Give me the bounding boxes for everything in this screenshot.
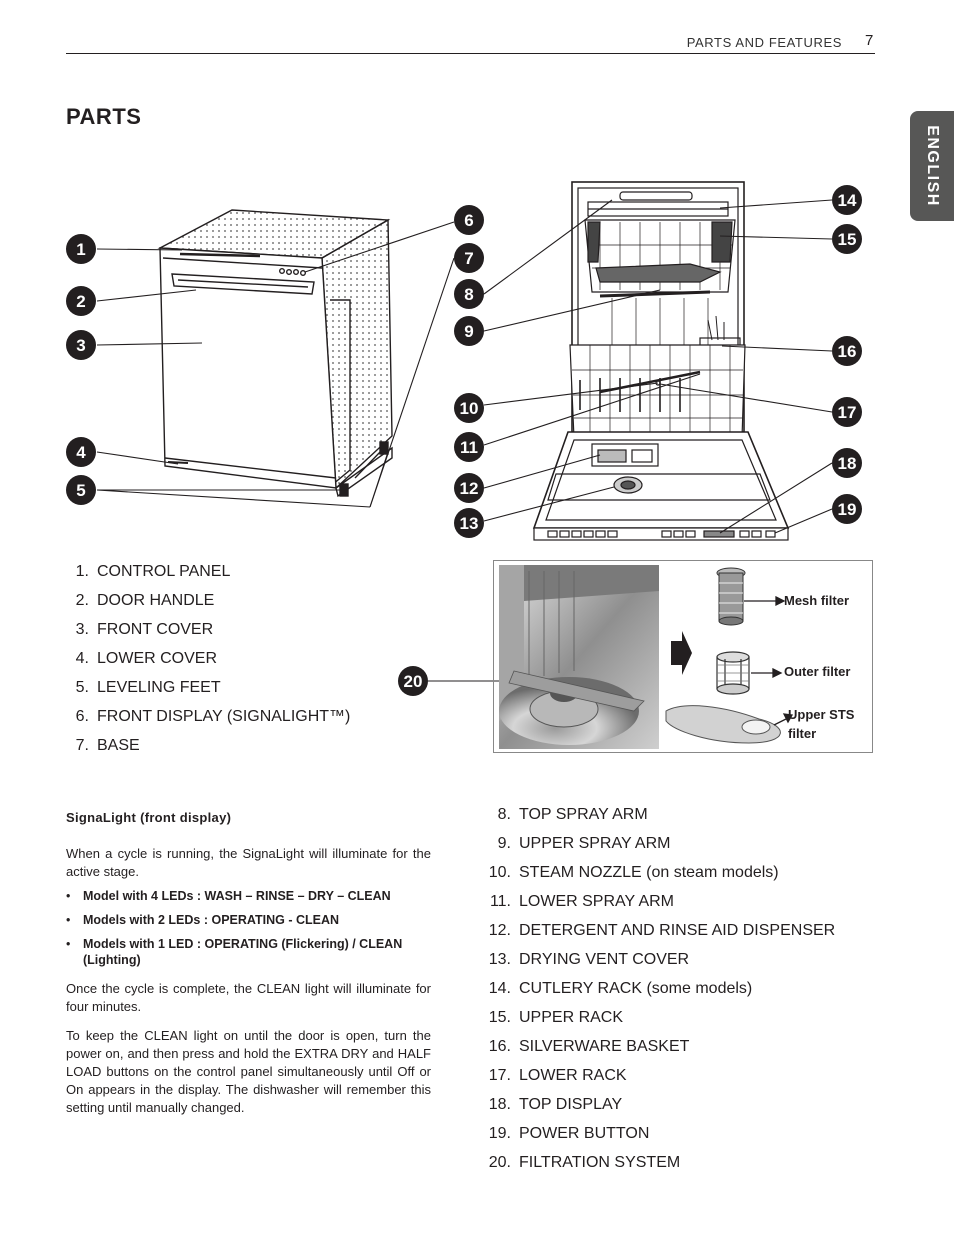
upper-sts-filter-label-line2: filter [788, 726, 817, 741]
callout-number: 10 [459, 399, 479, 418]
callout-marker [66, 234, 96, 264]
parts-list-number: 12. [488, 922, 511, 939]
parts-list-label: UPPER RACK [519, 1009, 624, 1026]
parts-list-number: 5. [75, 679, 89, 696]
parts-list-number: 1. [75, 563, 89, 580]
callout-number: 4 [76, 443, 86, 462]
page-number: 7 [865, 32, 874, 49]
callout-marker [454, 393, 484, 423]
filtration-figure [493, 560, 873, 753]
outer-filter-label: Outer filter [784, 664, 851, 679]
parts-list-number: 3. [75, 621, 89, 638]
parts-list-label: CONTROL PANEL [97, 563, 231, 580]
parts-list-label: DETERGENT AND RINSE AID DISPENSER [519, 922, 836, 939]
parts-list-label: FILTRATION SYSTEM [519, 1154, 681, 1171]
parts-list-number: 19. [488, 1125, 511, 1142]
parts-list-number: 10. [488, 864, 511, 881]
parts-list-number: 4. [75, 650, 89, 667]
mesh-arrow-icon [776, 597, 784, 605]
callout-marker [832, 397, 862, 427]
parts-list-number: 11. [489, 893, 511, 910]
parts-list-label: LOWER RACK [519, 1067, 627, 1084]
callout-marker [454, 508, 484, 538]
parts-list-label: LOWER COVER [97, 650, 218, 667]
parts-list-number: 13. [488, 951, 511, 968]
parts-list-label: LEVELING FEET [97, 679, 221, 696]
callout-number: 7 [464, 249, 474, 268]
callout-number: 18 [837, 454, 857, 473]
parts-list-number: 18. [488, 1096, 511, 1113]
callout-marker [66, 475, 96, 505]
callout-marker [454, 432, 484, 462]
parts-list-number: 2. [75, 592, 89, 609]
parts-list-item [66, 650, 350, 679]
parts-list-label: BASE [97, 737, 140, 754]
callout-number: 16 [837, 342, 857, 361]
callout-marker [66, 437, 96, 467]
callout-number: 19 [837, 500, 857, 519]
keep-clean-light-text: To keep the CLEAN light on until the door is open, turn the power on, and then press and hold the EXTRA DRY and HALF LOAD buttons on the control panel simultaneously until Off or On appears in the display. The dishwasher will remember this setting until manually changed. [66, 1028, 431, 1115]
parts-list-item [486, 1096, 835, 1125]
parts-list-label: LOWER SPRAY ARM [519, 893, 674, 910]
parts-list-item [486, 835, 835, 864]
parts-list-item [66, 708, 350, 737]
language-tab-label: ENGLISH [924, 125, 941, 207]
cycle-complete-text: Once the cycle is complete, the CLEAN light will illuminate for four minutes. [66, 981, 431, 1014]
callout-number: 13 [459, 514, 479, 533]
parts-list-interior [486, 806, 835, 1183]
callout-number: 5 [76, 481, 86, 500]
callout-marker [66, 286, 96, 316]
callout-number: 9 [464, 322, 474, 341]
callout-marker [454, 473, 484, 503]
parts-list-number: 7. [75, 737, 89, 754]
callout-number: 11 [460, 438, 478, 457]
parts-list-number: 20. [488, 1154, 511, 1171]
parts-list-label: CUTLERY RACK (some models) [519, 980, 753, 997]
parts-list-item [66, 679, 350, 708]
parts-list-item [66, 737, 350, 766]
parts-list-label: DOOR HANDLE [97, 592, 215, 609]
callout-marker [454, 205, 484, 235]
parts-list-item [486, 806, 835, 835]
led-model-item: • Models with 1 LED : OPERATING (Flickering) / CLEAN (Lighting) [66, 936, 431, 968]
parts-list-label: FRONT DISPLAY (SIGNALIGHT™) [97, 708, 351, 725]
outer-filter-illustration [717, 652, 749, 694]
section-title: PARTS [66, 104, 142, 129]
parts-list-item [486, 893, 835, 922]
parts-list-number: 9. [497, 835, 511, 852]
flow-arrow-icon [671, 631, 692, 675]
callout-marker [66, 330, 96, 360]
callout-number: 20 [403, 672, 423, 691]
callout-number: 14 [837, 191, 857, 210]
callout-marker [454, 243, 484, 273]
callout-marker [454, 316, 484, 346]
callout-number: 3 [76, 336, 86, 355]
callout-marker [832, 224, 862, 254]
parts-list-item [66, 592, 350, 621]
running-head: PARTS AND FEATURES [686, 35, 842, 50]
parts-list-item [486, 1125, 835, 1154]
led-model-item: • Model with 4 LEDs : WASH – RINSE – DRY – CLEAN [66, 888, 431, 904]
callout-number: 6 [464, 211, 474, 230]
callout-marker [832, 448, 862, 478]
parts-list-main [66, 563, 350, 766]
callout-number: 2 [76, 292, 86, 311]
parts-list-item [486, 1067, 835, 1096]
parts-list-label: UPPER SPRAY ARM [519, 835, 671, 852]
parts-list-number: 17. [488, 1067, 511, 1084]
led-model-item: • Models with 2 LEDs : OPERATING - CLEAN [66, 912, 431, 928]
signalight-heading: SignaLight (front display) [66, 810, 232, 825]
dishwasher-open-illustration [534, 182, 788, 540]
signalight-intro: When a cycle is running, the SignaLight will illuminate for the active stage. [66, 846, 431, 879]
callout-number: 12 [459, 479, 479, 498]
parts-list-item [486, 864, 835, 893]
upper-sts-filter-label [788, 705, 854, 743]
parts-list-label: POWER BUTTON [519, 1125, 650, 1142]
parts-list-number: 14. [488, 980, 511, 997]
upper-sts-filter-illustration [666, 706, 780, 743]
parts-list-item [486, 1009, 835, 1038]
parts-list-label: SILVERWARE BASKET [519, 1038, 690, 1055]
parts-list-item [486, 1154, 835, 1183]
parts-list-label: STEAM NOZZLE (on steam models) [519, 864, 779, 881]
callout-marker [832, 494, 862, 524]
callout-number: 8 [464, 285, 474, 304]
parts-list-item [66, 621, 350, 650]
callout-marker [454, 279, 484, 309]
parts-list-item [66, 563, 350, 592]
parts-list-label: TOP DISPLAY [519, 1096, 623, 1113]
parts-list-item [486, 980, 835, 1009]
parts-list-label: TOP SPRAY ARM [519, 806, 648, 823]
parts-list-number: 6. [75, 708, 89, 725]
parts-list-item [486, 1038, 835, 1067]
parts-list-label: FRONT COVER [97, 621, 214, 638]
outer-arrow-icon [773, 669, 781, 677]
callout-marker [398, 666, 428, 696]
callout-number: 17 [837, 403, 857, 422]
led-model-list [66, 888, 431, 976]
mesh-filter-illustration [717, 568, 745, 625]
mesh-filter-label: Mesh filter [784, 593, 850, 608]
parts-list-number: 15. [488, 1009, 511, 1026]
callout-number: 15 [837, 230, 857, 249]
callout-number: 1 [76, 240, 86, 259]
callout-marker [832, 336, 862, 366]
callout-marker [832, 185, 862, 215]
upper-sts-filter-label-line1: Upper STS [788, 707, 855, 722]
parts-list-item [486, 922, 835, 951]
parts-list-number: 8. [497, 806, 511, 823]
parts-list-number: 16. [488, 1038, 511, 1055]
dishwasher-closed-illustration [160, 210, 392, 496]
parts-list-item [486, 951, 835, 980]
parts-list-label: DRYING VENT COVER [519, 951, 690, 968]
